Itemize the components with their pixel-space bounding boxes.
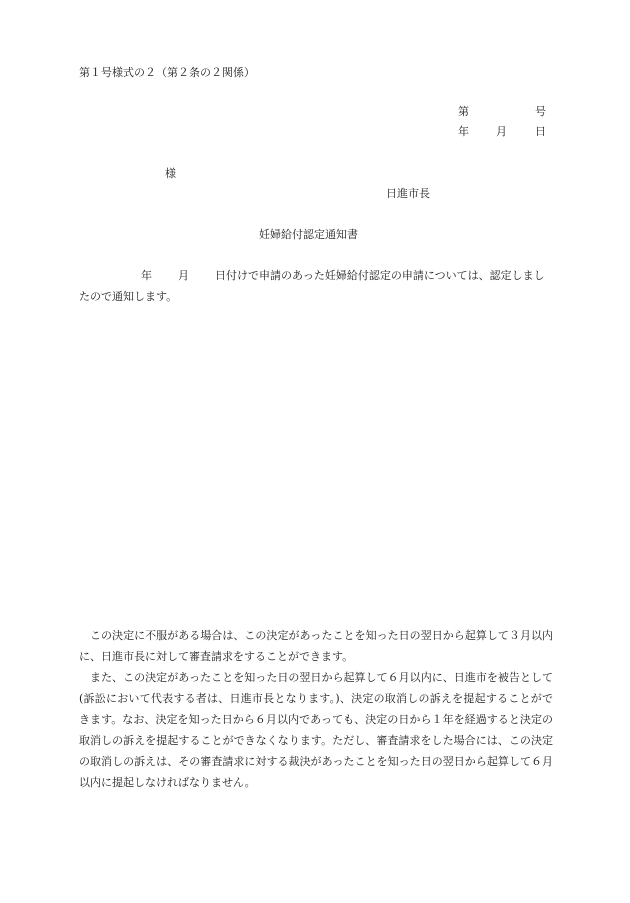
issue-date-day: 日 bbox=[535, 125, 546, 138]
appeal-notice bbox=[79, 625, 553, 793]
form-number: 第１号様式の２（第２条の２関係） bbox=[79, 66, 255, 79]
notice-body bbox=[79, 265, 553, 307]
issue-date-month: 月 bbox=[496, 125, 507, 138]
body-month-label: 月 bbox=[178, 269, 189, 282]
document-title: 妊婦給付認定通知書 bbox=[259, 228, 358, 241]
issue-date-year: 年 bbox=[458, 125, 469, 138]
appeal-paragraph-2: また、この決定があったことを知った日の翌日から起算して６月以内に、日進市を被告として(訴訟において代表する者は、日進市長となります。)、決定の取消しの訴えを提起することができます。なお、決定を知った日から６月以内であっても、決定の日から１年を経過すると決定の取消しの訴えを提起することができなくなります。ただし、審査請求をした場合には、この決定の取消しの訴えは、その審査請求に対する裁決があったことを知った日の翌日から起算して６月以内に提起しなければなりません。 bbox=[79, 671, 553, 789]
document-number-suffix: 号 bbox=[535, 105, 546, 118]
issuer-name: 日進市長 bbox=[386, 187, 430, 200]
appeal-paragraph-1: この決定に不服がある場合は、この決定があったことを知った日の翌日から起算して３月以内に、日進市長に対して審査請求をすることができます。 bbox=[79, 629, 553, 663]
body-year-label: 年 bbox=[141, 269, 152, 282]
document-number-prefix: 第 bbox=[458, 105, 469, 118]
recipient-honorific: 様 bbox=[165, 167, 176, 180]
body-text: 日付けで申請のあった妊婦給付認定の申請については、認定しましたので通知します。 bbox=[79, 269, 545, 303]
